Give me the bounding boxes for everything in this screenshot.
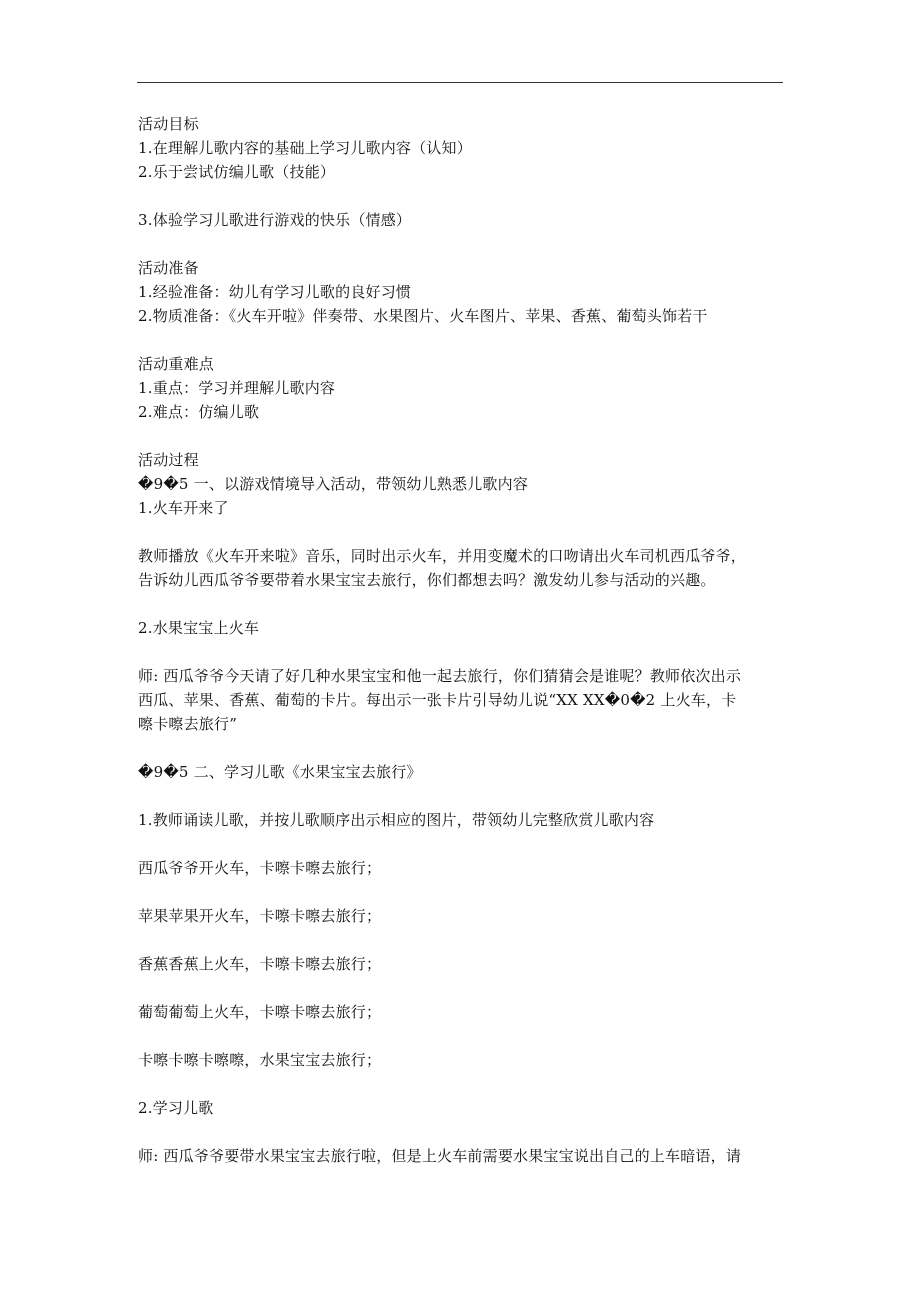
paragraph-line: 师: 西瓜爷爷今天请了好几种水果宝宝和他一起去旅行，你们猜猜会是谁呢？教师依次出示 [138, 667, 742, 685]
rhyme-line: 葡萄葡萄上火车，卡嚓卡嚓去旅行； [138, 1003, 382, 1021]
heading-preparation: 活动准备 [138, 259, 199, 277]
process-section-1: �9�5 一、以游戏情境导入活动，带领幼儿熟悉儿歌内容 [138, 475, 529, 493]
key-point-item-2: 2.难点：仿编儿歌 [138, 403, 260, 421]
preparation-item-2: 2.物质准备：《火车开啦》伴奏带、水果图片、火车图片、苹果、香蕉、葡萄头饰若干 [138, 307, 708, 325]
process-step-1-1: 1.火车开来了 [138, 499, 229, 517]
rhyme-line: 苹果苹果开火车，卡嚓卡嚓去旅行； [138, 907, 382, 925]
key-point-item-1: 1.重点：学习并理解儿歌内容 [138, 379, 336, 397]
preparation-item-1: 1.经验准备：幼儿有学习儿歌的良好习惯 [138, 283, 412, 301]
process-step-2-2: 2.学习儿歌 [138, 1099, 214, 1117]
process-step-2-1: 1.教师诵读儿歌，并按儿歌顺序出示相应的图片，带领幼儿完整欣赏儿歌内容 [138, 811, 655, 829]
heading-goals: 活动目标 [138, 115, 199, 133]
rhyme-line: 卡嚓卡嚓卡嚓嚓，水果宝宝去旅行； [138, 1051, 382, 1069]
rhyme-line: 香蕉香蕉上火车，卡嚓卡嚓去旅行； [138, 955, 382, 973]
goal-item-3: 3.体验学习儿歌进行游戏的快乐（情感） [138, 211, 412, 229]
process-section-2: �9�5 二、学习儿歌《水果宝宝去旅行》 [138, 763, 422, 781]
paragraph-line: 教师播放《火车开来啦》音乐，同时出示火车，并用变魔术的口吻请出火车司机西瓜爷爷， [138, 547, 747, 565]
rhyme-line: 西瓜爷爷开火车，卡嚓卡嚓去旅行； [138, 859, 382, 877]
paragraph-line: 告诉幼儿西瓜爷爷要带着水果宝宝去旅行，你们都想去吗？激发幼儿参与活动的兴趣。 [138, 571, 716, 589]
paragraph-line: 嚓卡嚓去旅行” [138, 715, 238, 733]
process-step-1-2: 2.水果宝宝上火车 [138, 619, 260, 637]
paragraph-line: 西瓜、苹果、香蕉、葡萄的卡片。每出示一张卡片引导幼儿说“XX XX�0�2 上火车，卡 [138, 691, 737, 709]
goal-item-2: 2.乐于尝试仿编儿歌（技能） [138, 163, 336, 181]
heading-process: 活动过程 [138, 451, 199, 469]
header-rule [137, 82, 783, 83]
goal-item-1: 1.在理解儿歌内容的基础上学习儿歌内容（认知） [138, 139, 472, 157]
paragraph-line: 师: 西瓜爷爷要带水果宝宝去旅行啦，但是上火车前需要水果宝宝说出自己的上车暗语，请 [138, 1147, 742, 1165]
heading-key-points: 活动重难点 [138, 355, 215, 373]
